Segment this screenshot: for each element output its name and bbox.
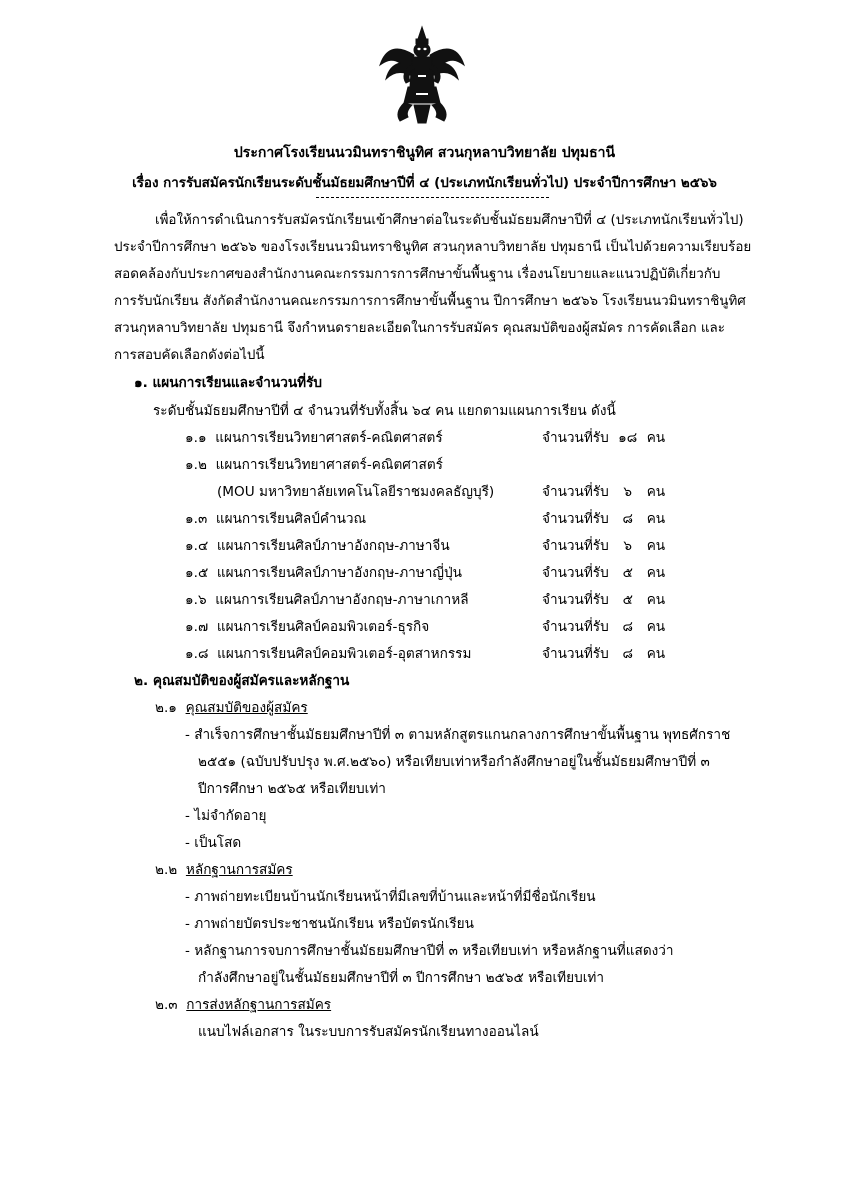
plan-number: ๑.๔ [185, 538, 209, 554]
plan-count: จำนวนที่รับ ๘ คน [542, 646, 666, 662]
intro-line: ประจำปีการศึกษา ๒๕๖๖ ของโรงเรียนนวมินทราชินูทิศ สวนกุหลาบวิทยาลัย ปทุมธานี เป็นไปด้วยความเรียบร้อย [114, 240, 752, 255]
plan-row [185, 614, 429, 641]
section-1-summary: ระดับชั้นมัธยมศึกษาปีที่ ๔ จำนวนที่รับทั้งสิ้น ๖๔ คน แยกตามแผนการเรียน ดังนี้ [153, 403, 616, 419]
document-item: - ภาพถ่ายบัตรประชาชนนักเรียน หรือบัตรนักเรียน [185, 916, 474, 932]
plan-number: ๑.๕ [185, 565, 209, 581]
subsection-2-3-heading: ๒.๓ การส่งหลักฐานการสมัคร [155, 997, 332, 1013]
document-item-cont: กำลังศึกษาอยู่ในชั้นมัธยมศึกษาปีที่ ๓ ปีการศึกษา ๒๕๖๕ หรือเทียบเท่า [198, 970, 604, 986]
document-item: - หลักฐานการจบการศึกษาชั้นมัธยมศึกษาปีที่ ๓ หรือเทียบเท่า หรือหลักฐานที่แสดงว่า [185, 943, 674, 959]
subsection-title: การส่งหลักฐานการสมัคร [186, 997, 332, 1013]
intro-line: สวนกุหลาบวิทยาลัย ปทุมธานี จึงกำหนดรายละเอียดในการรับสมัคร คุณสมบัติของผู้สมัคร การคัดเลือก และ [114, 321, 725, 336]
plan-name: แผนการเรียนศิลป์คอมพิวเตอร์-ธุรกิจ [216, 619, 430, 635]
qualification-item: - เป็นโสด [185, 835, 242, 851]
qualification-item-cont: ๒๕๕๑ (ฉบับปรับปรุง พ.ศ.๒๕๖๐) หรือเทียบเท่าหรือกำลังศึกษาอยู่ในชั้นมัธยมศึกษาปีที่ ๓ [198, 754, 710, 770]
garuda-emblem-icon [378, 25, 466, 125]
plan-count: จำนวนที่รับ ๖ คน [542, 484, 666, 500]
plan-number: ๑.๒ [185, 457, 207, 473]
subsection-title: หลักฐานการสมัคร [185, 862, 293, 878]
plan-count: จำนวนที่รับ ๖ คน [542, 538, 666, 554]
qualification-item-cont: ปีการศึกษา ๒๕๖๕ หรือเทียบเท่า [198, 781, 386, 797]
document-item: - ภาพถ่ายทะเบียนบ้านนักเรียนหน้าที่มีเลขที่บ้านและหน้าที่มีชื่อนักเรียน [185, 889, 596, 905]
plan-name: แผนการเรียนศิลป์คอมพิวเตอร์-อุตสาหกรรม [217, 646, 472, 662]
plan-count: จำนวนที่รับ ๕ คน [542, 565, 666, 581]
plan-name: แผนการเรียนวิทยาศาสตร์-คณิตศาสตร์ [215, 430, 443, 446]
title-divider [316, 197, 549, 198]
plan-row [185, 425, 443, 452]
plan-name: แผนการเรียนศิลป์คำนวณ [215, 511, 367, 527]
plan-name: แผนการเรียนศิลป์ภาษาอังกฤษ-ภาษาญี่ปุ่น [216, 565, 462, 581]
plan-count: จำนวนที่รับ ๘ คน [542, 511, 666, 527]
subsection-2-2-heading: ๒.๒ หลักฐานการสมัคร [155, 862, 293, 878]
plan-count: จำนวนที่รับ ๘ คน [542, 619, 666, 635]
plan-count: จำนวนที่รับ ๑๘ คน [542, 430, 666, 446]
intro-line: การรับนักเรียน สังกัดสำนักงานคณะกรรมการการศึกษาขั้นพื้นฐาน ปีการศึกษา ๒๕๖๖ โรงเรียนนวมินทราชินูทิศ [114, 294, 746, 309]
plan-number: ๑.๗ [185, 619, 209, 635]
announcement-subject: เรื่อง การรับสมัครนักเรียนระดับชั้นมัธยมศึกษาปีที่ ๔ (ประเภทนักเรียนทั่วไป) ประจำปีการศึกษา ๒๕๖๖ [132, 176, 717, 191]
plan-count: จำนวนที่รับ ๕ คน [542, 592, 666, 608]
plan-row [185, 560, 462, 587]
plan-row [185, 587, 469, 614]
plan-name: แผนการเรียนศิลป์ภาษาอังกฤษ-ภาษาจีน [216, 538, 450, 554]
plan-row [185, 506, 366, 533]
subsection-title: คุณสมบัติของผู้สมัคร [185, 700, 308, 716]
plan-mou-note: (MOU มหาวิทยาลัยเทคโนโลยีราชมงคลธัญบุรี) [217, 484, 495, 500]
subsection-2-1-heading: ๒.๑ คุณสมบัติของผู้สมัคร [155, 700, 308, 716]
submission-text: แนบไฟล์เอกสาร ในระบบการรับสมัครนักเรียนทางออนไลน์ [198, 1024, 539, 1040]
plan-number: ๑.๑ [185, 430, 207, 446]
intro-line: สอดคล้องกับประกาศของสำนักงานคณะกรรมการการศึกษาขั้นพื้นฐาน เรื่องนโยบายและแนวปฏิบัติเกี่ยวกับ [114, 267, 721, 282]
announcement-title: ประกาศโรงเรียนนวมินทราชินูทิศ สวนกุหลาบวิทยาลัย ปทุมธานี [233, 145, 616, 161]
intro-line: การสอบคัดเลือกดังต่อไปนี้ [114, 348, 265, 363]
section-2-heading: ๒. คุณสมบัติของผู้สมัครและหลักฐาน [134, 673, 350, 689]
intro-line: เพื่อให้การดำเนินการรับสมัครนักเรียนเข้าศึกษาต่อในระดับชั้นมัธยมศึกษาปีที่ ๔ (ประเภทนักเรียนทั่วไป) [155, 213, 744, 228]
plan-name: แผนการเรียนศิลป์ภาษาอังกฤษ-ภาษาเกาหลี [215, 592, 469, 608]
qualification-item: - สำเร็จการศึกษาชั้นมัธยมศึกษาปีที่ ๓ ตามหลักสูตรแกนกลางการศึกษาขั้นพื้นฐาน พุทธศักราช [185, 727, 731, 743]
plan-row [185, 641, 471, 668]
plan-number: ๑.๓ [185, 511, 208, 527]
plan-number: ๑.๖ [185, 592, 207, 608]
plan-name: แผนการเรียนวิทยาศาสตร์-คณิตศาสตร์ [215, 457, 443, 473]
plan-row [185, 452, 443, 479]
qualification-item: - ไม่จำกัดอายุ [185, 808, 267, 824]
plan-number: ๑.๘ [185, 646, 209, 662]
plan-row [185, 533, 450, 560]
section-1-heading: ๑. แผนการเรียนและจำนวนที่รับ [134, 375, 323, 391]
